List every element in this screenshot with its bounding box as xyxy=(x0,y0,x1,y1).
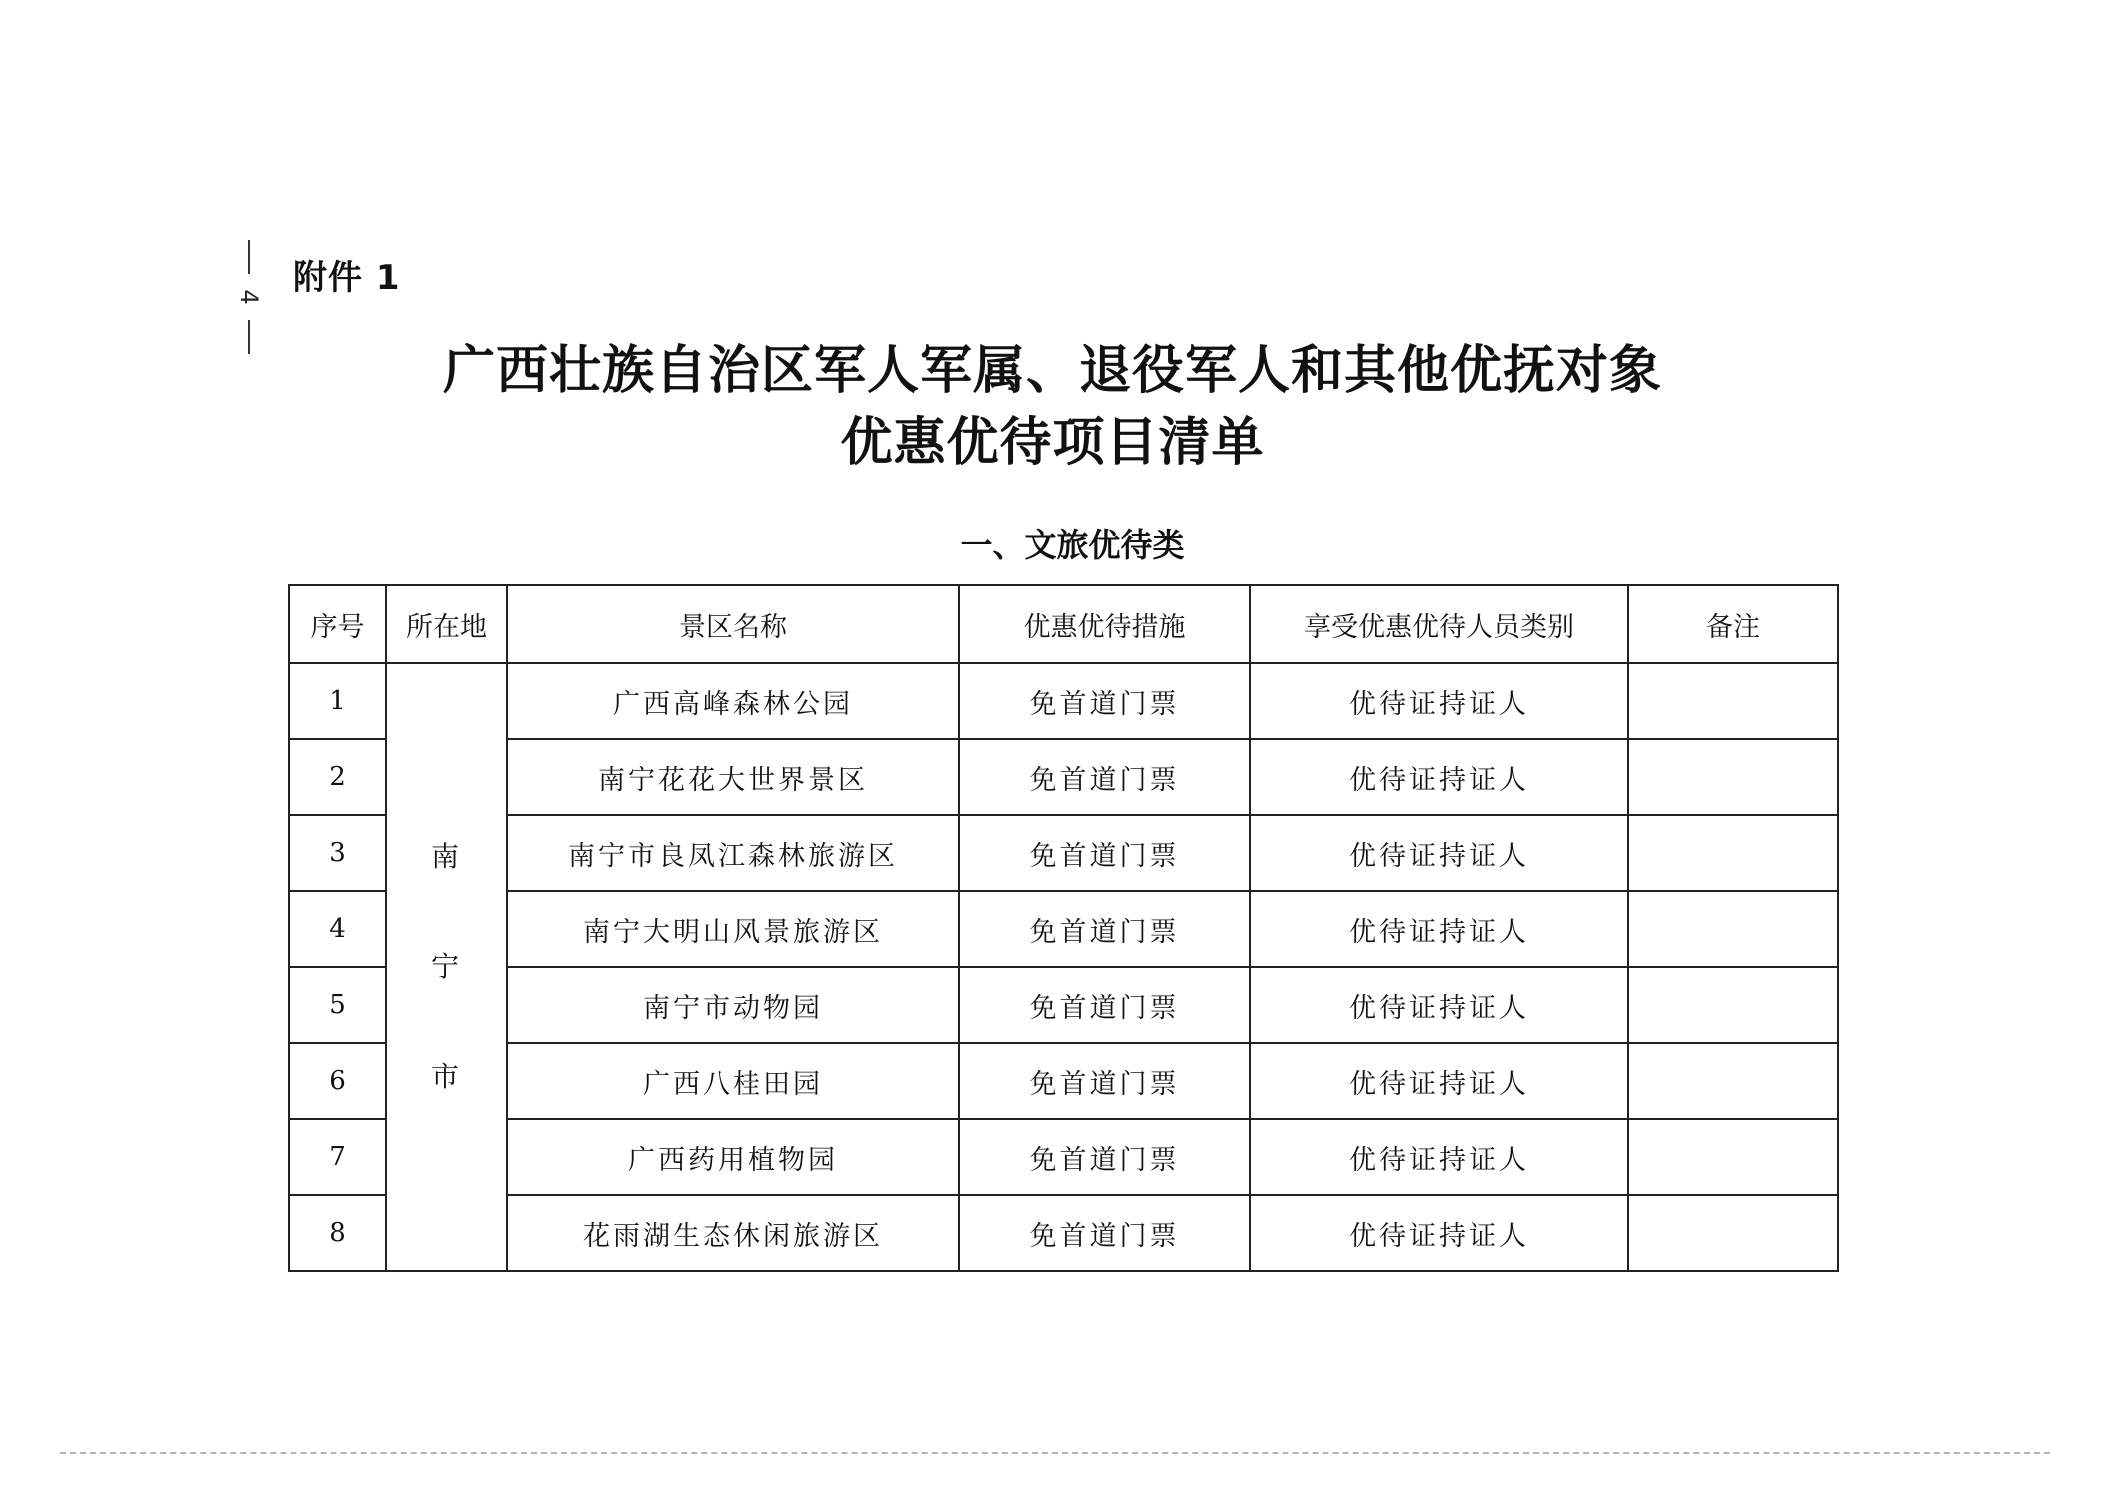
row-name: 南宁市良凤江森林旅游区 xyxy=(507,815,959,891)
row-name: 广西药用植物园 xyxy=(507,1119,959,1195)
header-remark: 备注 xyxy=(1628,585,1838,663)
row-eligible: 优待证持证人 xyxy=(1250,739,1628,815)
header-location: 所在地 xyxy=(386,585,507,663)
row-seq: 5 xyxy=(289,967,386,1043)
attachment-label: 附件 1 xyxy=(293,258,401,298)
row-name: 南宁大明山风景旅游区 xyxy=(507,891,959,967)
row-measure: 免首道门票 xyxy=(959,1043,1250,1119)
table-header-row xyxy=(289,585,1838,663)
page-number-dash-top xyxy=(248,240,250,274)
table-row xyxy=(289,1119,1838,1195)
row-seq: 7 xyxy=(289,1119,386,1195)
row-measure: 免首道门票 xyxy=(959,663,1250,739)
table-row xyxy=(289,739,1838,815)
row-seq: 8 xyxy=(289,1195,386,1271)
row-remark xyxy=(1628,1043,1838,1119)
location-char: 宁 xyxy=(430,950,462,983)
location-text xyxy=(427,802,467,1132)
row-eligible: 优待证持证人 xyxy=(1250,815,1628,891)
row-seq: 3 xyxy=(289,815,386,891)
table-row xyxy=(289,967,1838,1043)
row-measure: 免首道门票 xyxy=(959,967,1250,1043)
row-remark xyxy=(1628,1119,1838,1195)
row-remark xyxy=(1628,663,1838,739)
row-seq: 4 xyxy=(289,891,386,967)
row-measure: 免首道门票 xyxy=(959,891,1250,967)
row-remark xyxy=(1628,967,1838,1043)
header-name: 景区名称 xyxy=(507,585,959,663)
row-seq: 1 xyxy=(289,663,386,739)
row-seq: 6 xyxy=(289,1043,386,1119)
row-measure: 免首道门票 xyxy=(959,1195,1250,1271)
row-name: 南宁花花大世界景区 xyxy=(507,739,959,815)
row-eligible: 优待证持证人 xyxy=(1250,1119,1628,1195)
row-remark xyxy=(1628,739,1838,815)
row-name: 南宁市动物园 xyxy=(507,967,959,1043)
row-measure: 免首道门票 xyxy=(959,739,1250,815)
table-row xyxy=(289,815,1838,891)
row-eligible: 优待证持证人 xyxy=(1250,663,1628,739)
location-cell xyxy=(386,663,507,1271)
table-row xyxy=(289,1043,1838,1119)
row-name: 广西八桂田园 xyxy=(507,1043,959,1119)
row-eligible: 优待证持证人 xyxy=(1250,891,1628,967)
row-remark xyxy=(1628,891,1838,967)
header-measure: 优惠优待措施 xyxy=(959,585,1250,663)
page-number-value: 4 xyxy=(235,289,263,305)
row-remark xyxy=(1628,1195,1838,1271)
row-measure: 免首道门票 xyxy=(959,1119,1250,1195)
title-line-1: 广西壮族自治区军人军属、退役军人和其他优抚对象 xyxy=(442,340,1662,401)
row-name: 花雨湖生态休闲旅游区 xyxy=(507,1195,959,1271)
row-remark xyxy=(1628,815,1838,891)
document-title xyxy=(0,335,2105,479)
section-heading: 一、文旅优待类 xyxy=(960,526,1185,564)
header-seq: 序号 xyxy=(289,585,386,663)
location-char: 市 xyxy=(430,1060,462,1093)
header-eligible: 享受优惠优待人员类别 xyxy=(1250,585,1628,663)
row-measure: 免首道门票 xyxy=(959,815,1250,891)
row-eligible: 优待证持证人 xyxy=(1250,1043,1628,1119)
benefits-table xyxy=(288,584,1839,1272)
row-eligible: 优待证持证人 xyxy=(1250,967,1628,1043)
table-row xyxy=(289,891,1838,967)
row-eligible: 优待证持证人 xyxy=(1250,1195,1628,1271)
title-line-2: 优惠优待项目清单 xyxy=(840,412,1265,473)
row-name: 广西高峰森林公园 xyxy=(507,663,959,739)
table-row xyxy=(289,1195,1838,1271)
location-char: 南 xyxy=(430,840,462,873)
scan-edge-line xyxy=(60,1452,2050,1454)
table-row xyxy=(289,663,1838,739)
row-seq: 2 xyxy=(289,739,386,815)
